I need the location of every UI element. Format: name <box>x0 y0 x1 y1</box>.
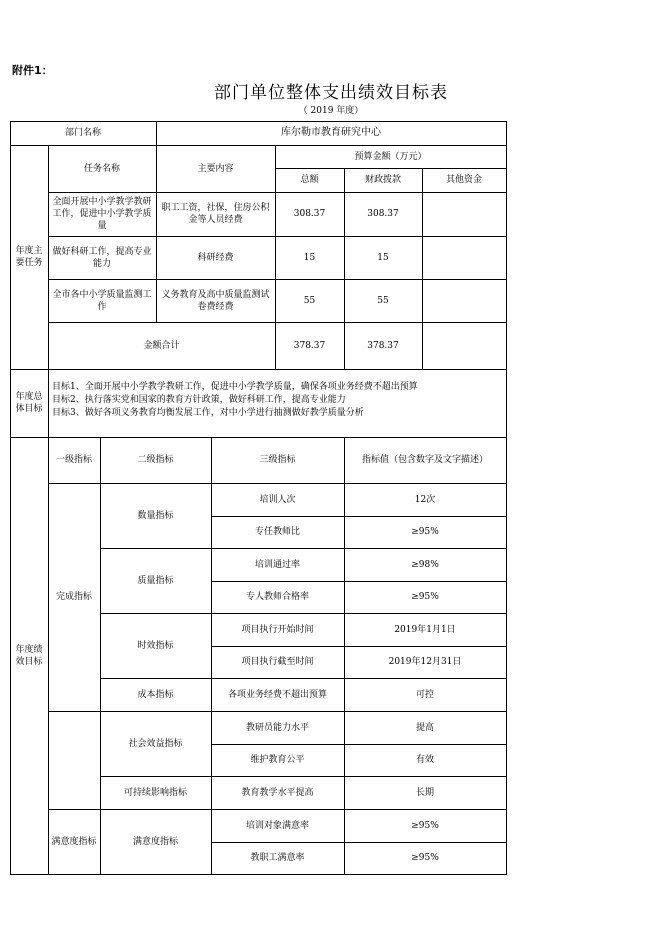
level3-indicator: 培训人次 <box>259 494 296 505</box>
col-other: 其他资金 <box>445 175 482 185</box>
sum-total: 378.37 <box>293 340 326 351</box>
level3-indicator: 项目执行截至时间 <box>241 657 314 667</box>
level1-effect <box>48 711 100 809</box>
year-label: （ 2019 年度） <box>298 106 364 116</box>
level2-satisfaction: 满意度指标 <box>132 836 178 847</box>
level1-satisfaction: 满意度指标 <box>51 836 97 847</box>
level3-indicator: 培训对象满意率 <box>245 820 309 831</box>
sum-label: 金额合计 <box>143 340 180 351</box>
indicator-value: 有效 <box>415 755 434 765</box>
col-indicator-value: 指标值（包含数字及文字描述） <box>361 455 488 465</box>
dept-name-value: 库尔勒市教育研究中心 <box>281 127 381 138</box>
indicator-value: 提高 <box>415 722 434 733</box>
task-fiscal: 55 <box>377 295 389 306</box>
level3-indicator: 教职工满意率 <box>250 853 305 863</box>
level3-indicator: 教育教学水平提高 <box>241 787 314 798</box>
task-name: 全市各中小学质量监测工作 <box>52 289 152 312</box>
tasks-section-label: 年度主要任务 <box>15 246 43 268</box>
task-other <box>422 236 506 279</box>
col-fiscal: 财政拨款 <box>364 175 401 185</box>
col-main-content: 主要内容 <box>197 163 234 174</box>
col-task-name: 任务名称 <box>83 163 120 174</box>
dept-name-label: 部门名称 <box>64 128 101 138</box>
level3-indicator: 各项业务经费不超出预算 <box>227 689 327 700</box>
level1-completion: 完成指标 <box>55 592 92 602</box>
indicator-value: ≥95% <box>411 592 439 602</box>
task-fiscal: 308.37 <box>367 209 399 219</box>
indicator-value: ≥95% <box>411 527 439 537</box>
goal-line: 目标1、全面开展中小学教学教研工作，促进中小学教学质量，确保各项业务经费不超出预算 <box>52 382 418 392</box>
level2-sustainability: 可持续影响指标 <box>123 787 187 798</box>
attachment-label: 附件1： <box>12 64 53 77</box>
task-other <box>422 192 506 236</box>
task-name: 做好科研工作，提高专业能力 <box>52 246 152 269</box>
indicator-value: ≥95% <box>411 820 439 831</box>
level3-indicator: 教研员能力水平 <box>245 722 309 733</box>
sum-fiscal: 378.37 <box>367 340 399 351</box>
level2-timeliness: 时效指标 <box>137 640 174 651</box>
goals-section-label: 年度总体目标 <box>15 392 43 414</box>
task-content: 科研经费 <box>197 252 234 263</box>
col-total: 总额 <box>300 175 319 185</box>
indicator-value: ≥98% <box>411 559 439 570</box>
level3-indicator: 专人教师合格率 <box>245 592 309 602</box>
task-other <box>422 279 506 322</box>
level3-indicator: 专任教师比 <box>254 527 300 537</box>
level3-indicator: 项目执行开始时间 <box>241 624 314 635</box>
indicator-value: 可控 <box>415 689 434 700</box>
level3-indicator: 维护教育公平 <box>250 755 305 765</box>
perf-section-label: 年度绩效目标 <box>15 644 43 667</box>
goal-line: 目标2、执行落实党和国家的教育方针政策，做好科研工作，提高专业能力 <box>52 395 346 405</box>
goals-text <box>52 381 418 420</box>
indicator-value: ≥95% <box>411 853 439 863</box>
sum-other <box>422 322 506 369</box>
col-level3: 三级指标 <box>259 455 296 465</box>
indicator-value: 2019年1月1日 <box>394 624 456 635</box>
task-name: 全面开展中小学教学教研工作，促进中小学教学质量 <box>52 197 152 231</box>
level2-social-benefit: 社会效益指标 <box>128 738 183 749</box>
task-total: 308.37 <box>293 209 326 219</box>
task-total: 15 <box>303 252 316 263</box>
level3-indicator: 培训通过率 <box>254 559 300 570</box>
col-level1: 一级指标 <box>55 455 92 465</box>
indicator-value: 2019年12月31日 <box>388 657 462 667</box>
level2-cost: 成本指标 <box>137 689 174 700</box>
goal-line: 目标3、做好各项义务教育均衡发展工作，对中小学进行抽测做好教学质量分析 <box>52 408 364 418</box>
page-title: 部门单位整体支出绩效目标表 <box>214 83 448 103</box>
level2-quantity: 数量指标 <box>137 510 174 521</box>
task-content: 职工工资，社保，住房公积金等人员经费 <box>161 203 270 225</box>
task-fiscal: 15 <box>377 252 389 263</box>
indicator-value: 长期 <box>415 787 434 798</box>
indicator-value: 12次 <box>414 494 436 505</box>
task-total: 55 <box>303 295 316 306</box>
task-content: 义务教育及高中质量监测试卷费经费 <box>161 289 270 312</box>
level2-quality: 质量指标 <box>137 575 174 586</box>
col-level2: 二级指标 <box>137 455 174 465</box>
budget-header: 预算金额（万元） <box>354 151 427 162</box>
